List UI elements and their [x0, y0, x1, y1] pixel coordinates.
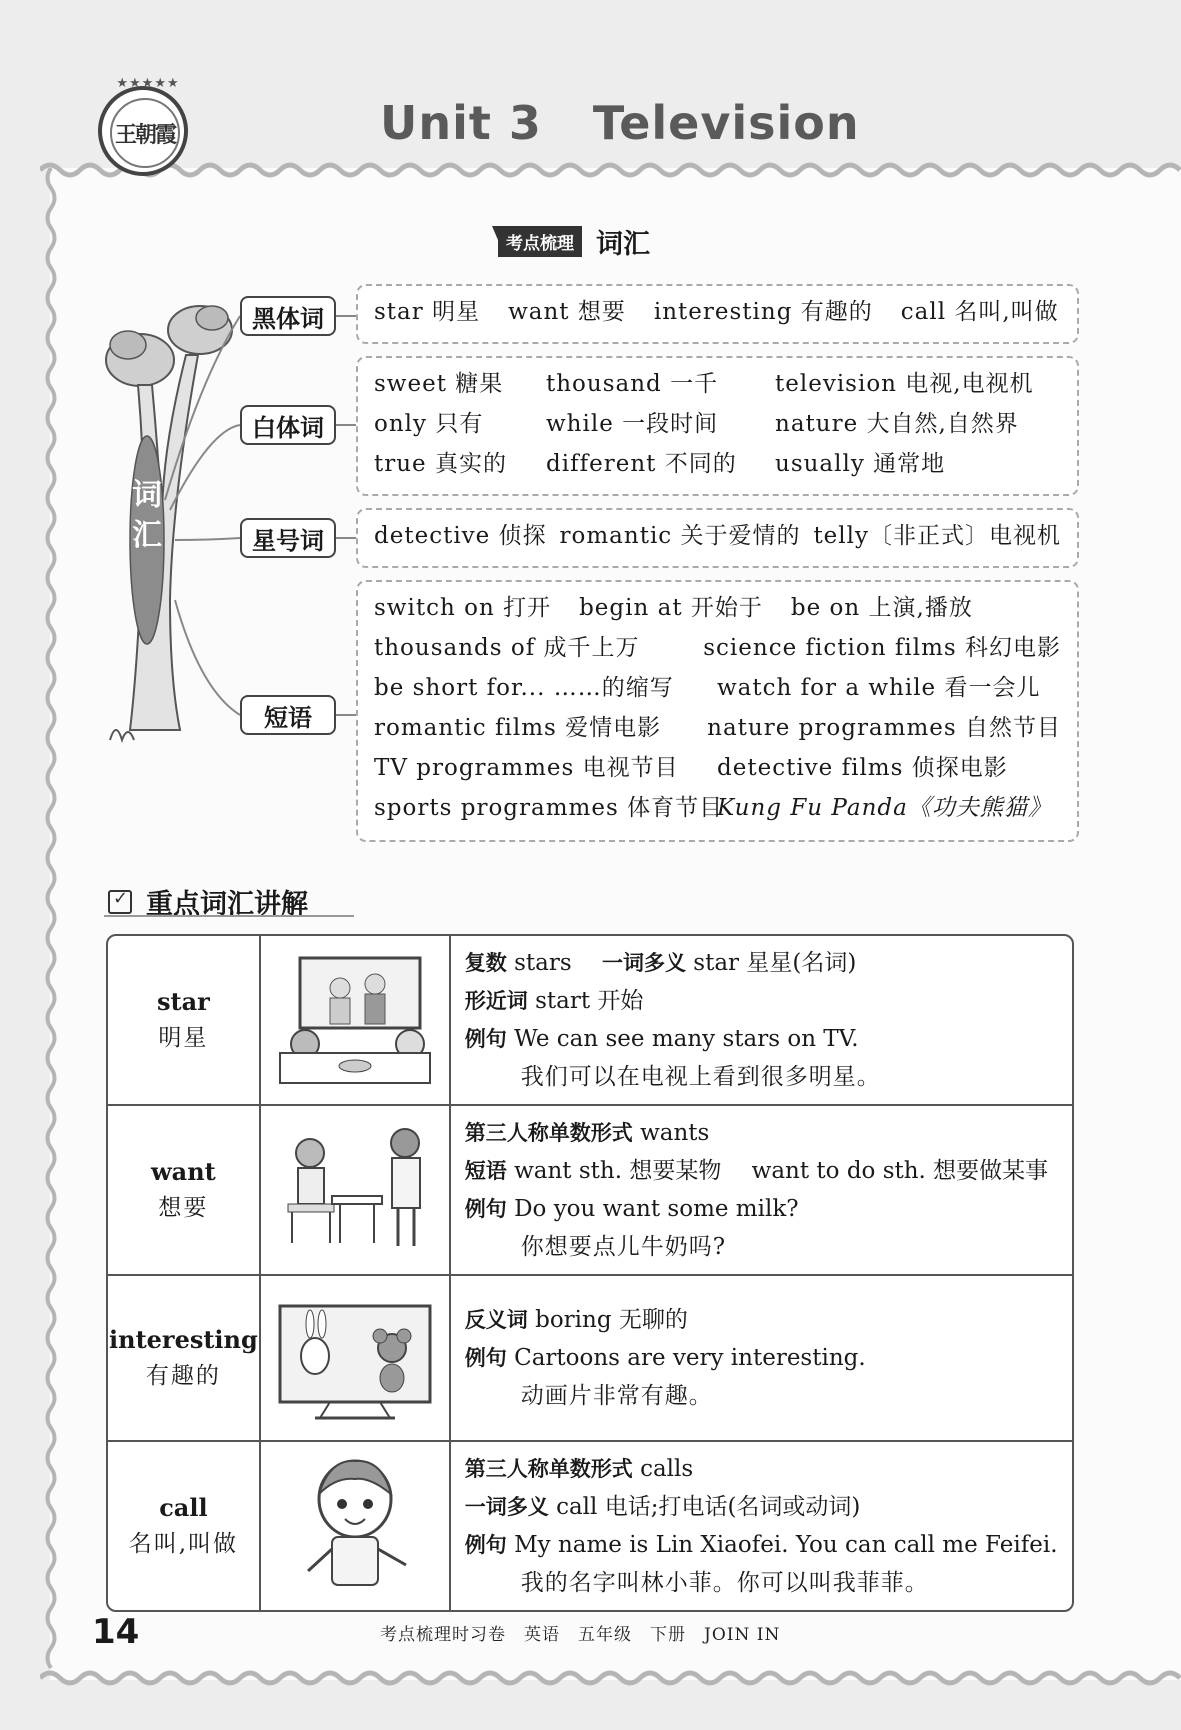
translation-line: 你想要点儿牛奶吗?	[520, 1234, 727, 1260]
picture-cell	[261, 1106, 451, 1276]
vocab-item: nature programmes 自然节目	[707, 715, 1061, 741]
info-label: 一词多义	[464, 1495, 549, 1519]
vocab-item: science fiction films 科幻电影	[703, 635, 1061, 661]
unit-title: Unit 3 Television	[380, 96, 860, 150]
section-tag: 考点梳理	[498, 226, 582, 257]
info-line	[465, 1339, 1058, 1377]
vocab-item: want 想要	[508, 299, 626, 325]
tree-grass	[110, 730, 134, 740]
info-line	[465, 1526, 1058, 1564]
vocab-item: different 不同的	[546, 451, 737, 477]
tv-family-illustration	[270, 948, 440, 1088]
girl-illustration	[270, 1449, 440, 1599]
calendar-check-icon	[108, 890, 132, 914]
picture-cell	[261, 936, 451, 1106]
category-bold-words: 黑体词	[240, 296, 336, 336]
word-chinese: 有趣的	[145, 1363, 221, 1389]
info-line	[465, 1152, 1058, 1190]
restaurant-illustration	[270, 1118, 440, 1258]
info-cell	[451, 936, 1072, 1106]
vocab-row	[374, 748, 1061, 788]
vocab-item: sports programmes 体育节目	[374, 795, 724, 821]
word-cell	[108, 1106, 261, 1276]
translation-line: 动画片非常有趣。	[520, 1383, 713, 1409]
vocab-item: Kung Fu Panda《功夫熊猫》	[717, 795, 1052, 821]
vocab-item: usually 通常地	[775, 451, 946, 477]
vocab-row	[374, 628, 1061, 668]
vocab-row	[374, 588, 1061, 628]
info-text: stars	[506, 950, 602, 976]
word-chinese: 名叫,叫做	[128, 1531, 239, 1557]
info-label: 例句	[464, 1027, 507, 1051]
info-label: 复数	[464, 951, 507, 975]
vocab-item: romantic films 爱情电影	[374, 715, 662, 741]
info-line	[465, 944, 1058, 982]
info-text: start 开始	[527, 988, 644, 1014]
key-vocab-table	[106, 934, 1074, 1612]
info-text: Cartoons are very interesting.	[506, 1345, 866, 1371]
info-text: My name is Lin Xiaofei. You can call me Feifei.	[506, 1532, 1058, 1558]
vocab-item: thousand 一千	[546, 371, 719, 397]
table-row	[108, 1276, 1072, 1442]
translation-line: 我的名字叫林小菲。你可以叫我菲菲。	[520, 1570, 929, 1596]
info-label: 反义词	[464, 1308, 528, 1332]
vocab-item: while 一段时间	[546, 411, 719, 437]
info-line	[465, 1450, 1058, 1488]
vocab-row	[374, 364, 1061, 404]
plain-words-box	[356, 356, 1079, 496]
info-label: 例句	[464, 1533, 507, 1557]
picture-cell	[261, 1442, 451, 1610]
section-header	[498, 222, 650, 261]
info-label: 例句	[464, 1197, 507, 1221]
vocab-item: interesting 有趣的	[653, 299, 873, 325]
category-plain-words: 白体词	[240, 405, 336, 445]
cartoon-tv-illustration	[270, 1286, 440, 1426]
info-text: star 星星(名词)	[685, 950, 857, 976]
info-text: boring 无聊的	[527, 1307, 688, 1333]
vocab-item: TV programmes 电视节目	[374, 755, 679, 781]
vocab-item: star 明星	[374, 299, 481, 325]
info-line	[465, 982, 1058, 1020]
vocab-item: sweet 糖果	[374, 371, 504, 397]
info-line	[465, 1190, 1058, 1228]
heading-underline	[104, 912, 354, 917]
category-phrases: 短语	[240, 695, 336, 735]
vocab-item: only 只有	[374, 411, 484, 437]
page-number: 14	[92, 1612, 140, 1652]
vocab-item: nature 大自然,自然界	[775, 411, 1019, 437]
table-row	[108, 936, 1072, 1106]
table-row	[108, 1442, 1072, 1610]
vocab-item: watch for a while 看一会儿	[717, 675, 1041, 701]
info-cell	[451, 1442, 1072, 1610]
info-label: 例句	[464, 1346, 507, 1370]
info-label: 一词多义	[601, 951, 686, 975]
category-star-words: 星号词	[240, 518, 336, 558]
publisher-logo	[98, 76, 188, 176]
vocab-item: television 电视,电视机	[775, 371, 1034, 397]
info-label: 第三人称单数形式	[464, 1457, 633, 1481]
vocab-row	[374, 404, 1061, 444]
info-label: 形近词	[464, 989, 528, 1013]
info-label: 第三人称单数形式	[464, 1121, 633, 1145]
vocab-item: thousands of 成千上万	[374, 635, 640, 661]
vocab-item: true 真实的	[374, 451, 507, 477]
translation-line: 我们可以在电视上看到很多明星。	[520, 1064, 881, 1090]
star-words-box	[356, 508, 1079, 568]
vocab-item: detective films 侦探电影	[717, 755, 1008, 781]
info-line	[465, 1488, 1058, 1526]
word-english: want	[151, 1157, 216, 1186]
word-chinese: 明星	[158, 1025, 209, 1051]
info-label: 短语	[464, 1159, 507, 1183]
vocab-item: romantic 关于爱情的	[559, 523, 801, 549]
section-title: 词汇	[596, 229, 650, 260]
vocab-item: switch on 打开	[374, 595, 552, 621]
vocab-item: detective 侦探	[374, 523, 547, 549]
page-header	[0, 0, 1181, 170]
vocab-row	[374, 668, 1061, 708]
picture-cell	[261, 1276, 451, 1442]
info-text: call 电话;打电话(名词或动词)	[548, 1494, 861, 1520]
word-english: call	[159, 1493, 208, 1522]
info-cell	[451, 1276, 1072, 1442]
logo-stars-icon: ★★★★★	[116, 76, 180, 91]
info-cell	[451, 1106, 1072, 1276]
info-text: We can see many stars on TV.	[506, 1026, 859, 1052]
vocab-row	[374, 788, 1061, 828]
vocab-item: be on 上演,播放	[790, 595, 973, 621]
info-text: wants	[632, 1120, 710, 1146]
bold-words-box	[356, 284, 1079, 344]
info-text: want sth. 想要某物 want to do sth. 想要做某事	[506, 1158, 1049, 1184]
vocab-row	[374, 444, 1061, 484]
word-english: interesting	[109, 1325, 258, 1354]
vocab-item: begin at 开始于	[579, 595, 763, 621]
vocab-row	[374, 708, 1061, 748]
word-cell	[108, 1276, 261, 1442]
word-chinese: 想要	[158, 1195, 209, 1221]
info-text: Do you want some milk?	[506, 1196, 799, 1222]
vocab-item: call 名叫,叫做	[900, 299, 1059, 325]
tree-label-char-2: 汇	[132, 518, 162, 553]
table-row	[108, 1106, 1072, 1276]
vocab-item: telly〔非正式〕电视机	[813, 523, 1061, 549]
vocab-row	[374, 292, 1061, 332]
info-line	[465, 1020, 1058, 1058]
word-english: star	[156, 987, 210, 1016]
footer-text: 考点梳理时习卷 英语 五年级 下册 JOIN IN	[380, 1625, 781, 1645]
word-cell	[108, 936, 261, 1106]
vocab-row	[374, 516, 1061, 556]
vocab-item: be short for... ……的缩写	[374, 675, 674, 701]
tree-label-char-1: 词	[132, 478, 162, 513]
info-text: calls	[632, 1456, 694, 1482]
phrases-box	[356, 580, 1079, 842]
word-cell	[108, 1442, 261, 1610]
logo-text: 王朝霞	[110, 98, 180, 168]
info-line	[465, 1301, 1058, 1339]
info-line	[465, 1114, 1058, 1152]
key-vocab-heading-text: 重点词汇讲解	[146, 889, 308, 920]
